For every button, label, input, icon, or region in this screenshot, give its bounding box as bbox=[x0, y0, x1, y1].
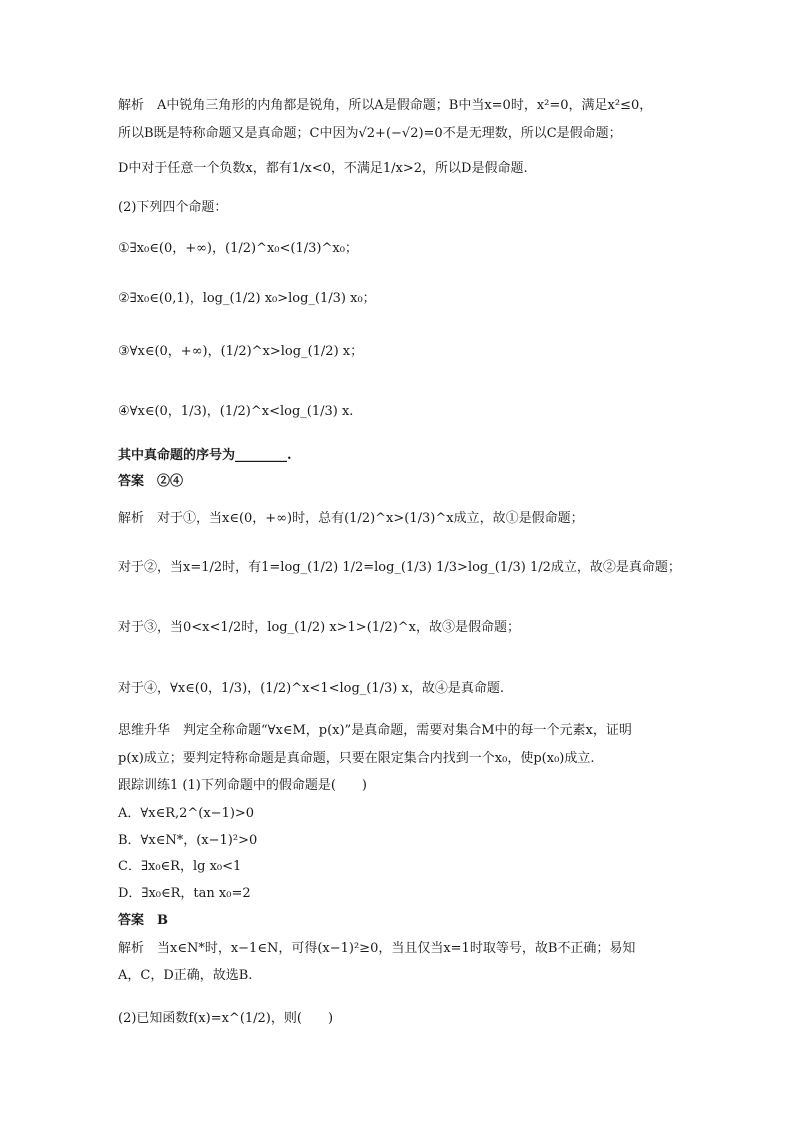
proposition-4: ④∀x∈(0，1/3)，(1/2)^x<log_(1/3) x. bbox=[118, 404, 354, 419]
text-line: (2)下列四个命题： bbox=[118, 200, 228, 215]
solution-line: A，C，D正确，故选B. bbox=[118, 968, 253, 983]
summary-line: p(x)成立；要判定特称命题是真命题，只要在限定集合内找到一个x₀，使p(x₀)成立. bbox=[118, 751, 595, 766]
text-line: D中对于任意一个负数x，都有1/x<0，不满足1/x>2，所以D是假命题. bbox=[118, 161, 528, 176]
solution-line: 解析 当x∈N*时，x−1∈N，可得(x−1)²≥0，当且仅当x=1时取等号，故B不正确；易知 bbox=[118, 941, 636, 956]
option-d: D．∃x₀∈R，tan x₀=2 bbox=[118, 886, 251, 901]
answer-1: 答案 ②④ bbox=[118, 474, 184, 489]
option-a: A．∀x∈R,2^(x−1)>0 bbox=[118, 806, 255, 821]
summary-line: 思维升华 判定全称命题“∀x∈M，p(x)”是真命题，需要对集合M中的每一个元素x，证明 bbox=[118, 723, 632, 738]
question-blank: 其中真命题的序号为________. bbox=[118, 448, 292, 463]
solution-line: 对于④，∀x∈(0，1/3)，(1/2)^x<1<log_(1/3) x，故④是真命题. bbox=[118, 681, 504, 696]
exercise-title: 跟踪训练1 (1)下列命题中的假命题是( ) bbox=[118, 778, 367, 793]
text-line: 所以B既是特称命题又是真命题；C中因为√2+(−√2)=0不是无理数，所以C是假命题； bbox=[118, 126, 622, 141]
option-c: C．∃x₀∈R，lg x₀<1 bbox=[118, 859, 242, 874]
solution-line: 解析 对于①，当x∈(0，+∞)时，总有(1/2)^x>(1/3)^x成立，故①是假命题； bbox=[118, 511, 584, 526]
solution-line: 对于③，当0<x<1/2时，log_(1/2) x>1>(1/2)^x，故③是假命题； bbox=[118, 620, 520, 635]
proposition-3: ③∀x∈(0，+∞)，(1/2)^x>log_(1/2) x； bbox=[118, 344, 364, 359]
proposition-2: ②∃x₀∈(0,1)，log_(1/2) x₀>log_(1/3) x₀； bbox=[118, 291, 376, 306]
text-line: 解析 A中锐角三角形的内角都是锐角，所以A是假命题；B中当x=0时，x²=0，满足x²≤0， bbox=[118, 98, 653, 113]
solution-line: 对于②，当x=1/2时，有1=log_(1/2) 1/2=log_(1/3) 1/3>log_(1/3) 1/2成立，故②是真命题； bbox=[118, 560, 681, 575]
option-b: B．∀x∈N*，(x−1)²>0 bbox=[118, 833, 258, 848]
answer-2: 答案 B bbox=[118, 913, 168, 928]
proposition-1: ①∃x₀∈(0，+∞)，(1/2)^x₀<(1/3)^x₀； bbox=[118, 241, 358, 256]
question-line: (2)已知函数f(x)=x^(1/2)，则( ) bbox=[118, 1011, 334, 1026]
